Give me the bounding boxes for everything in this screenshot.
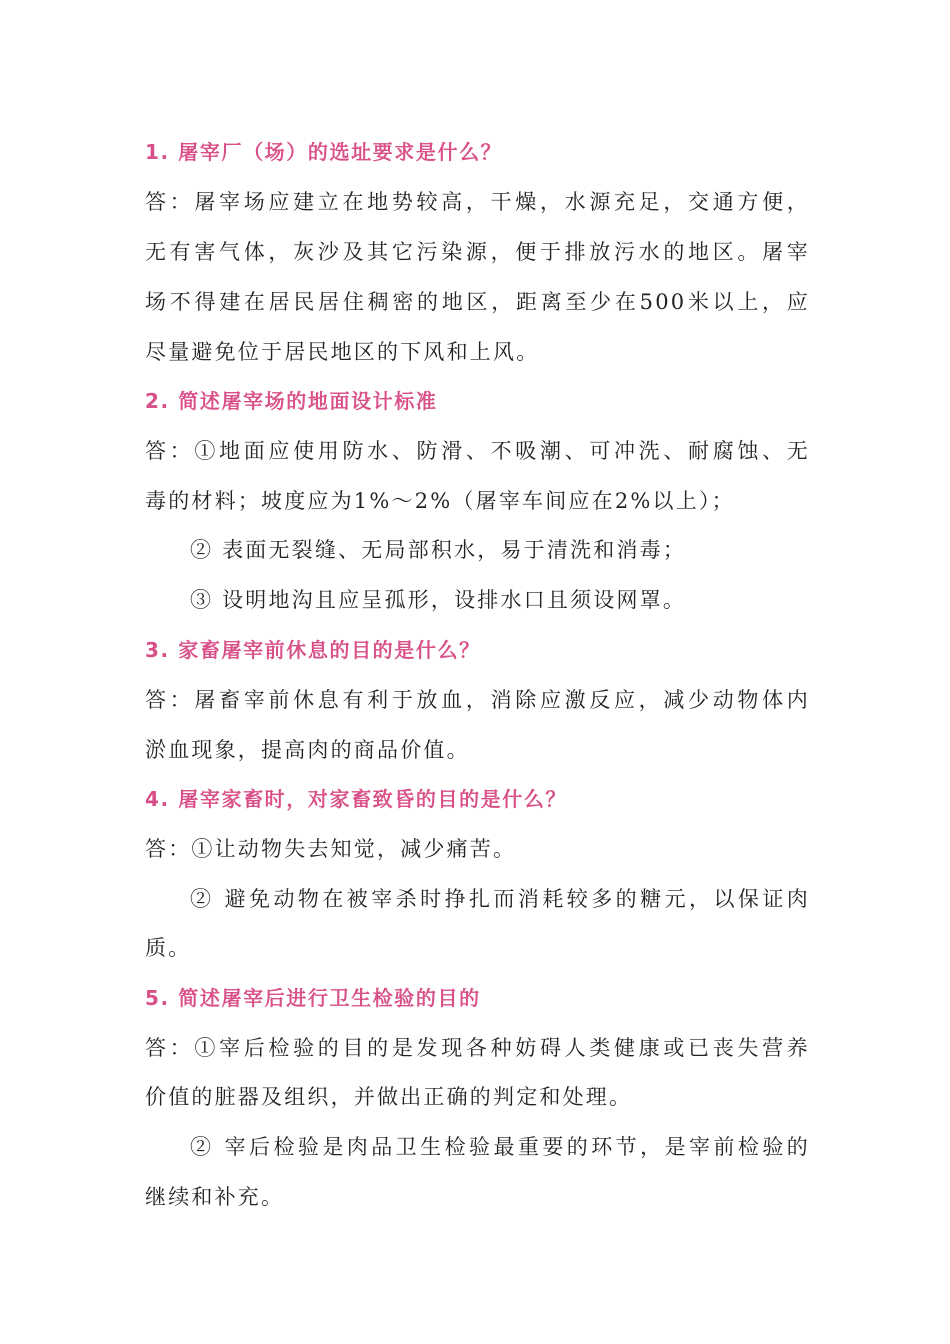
question-1-heading: 1. 屠宰厂（场）的选址要求是什么？ (145, 140, 503, 164)
question-2-heading: 2. 简述屠宰场的地面设计标准 (145, 389, 438, 413)
answer-1-line-3: 场不得建在居民居住稠密的地区，距离至少在500米以上，应 (145, 290, 810, 314)
answer-2-line-3: ② 表面无裂缝、无局部积水，易于清洗和消毒； (190, 538, 687, 562)
answer-1-line-4: 尽量避免位于居民地区的下风和上风。 (145, 340, 540, 364)
question-3-heading: 3. 家畜屠宰前休息的目的是什么？ (145, 638, 481, 662)
answer-2-line-4: ③ 设明地沟且应呈孤形，设排水口且须设网罩。 (190, 588, 687, 612)
answer-2-line-2: 毒的材料；坡度应为1%～2%（屠宰车间应在2%以上）； (145, 489, 735, 513)
answer-3-line-2: 淤血现象，提高肉的商品价值。 (145, 738, 470, 762)
answer-5-line-4: 继续和补充。 (145, 1185, 285, 1209)
answer-4-line-2: ② 避免动物在被宰杀时挣扎而消耗较多的糖元，以保证肉 (190, 887, 810, 911)
answer-1-line-1: 答：屠宰场应建立在地势较高，干燥，水源充足，交通方便， (145, 190, 810, 214)
answer-5-line-2: 价值的脏器及组织，并做出正确的判定和处理。 (145, 1085, 633, 1109)
answer-2-line-1: 答：①地面应使用防水、防滑、不吸潮、可冲洗、耐腐蚀、无 (145, 439, 810, 463)
answer-4-line-1: 答：①让动物失去知觉，减少痛苦。 (145, 837, 517, 861)
question-5-heading: 5. 简述屠宰后进行卫生检验的目的 (145, 986, 481, 1010)
answer-1-line-2: 无有害气体，灰沙及其它污染源，便于排放污水的地区。屠宰 (145, 240, 810, 264)
answer-4-line-3: 质。 (145, 936, 192, 960)
answer-5-line-1: 答：①宰后检验的目的是发现各种妨碍人类健康或已丧失营养 (145, 1036, 810, 1060)
question-4-heading: 4. 屠宰家畜时，对家畜致昏的目的是什么？ (145, 787, 568, 811)
answer-3-line-1: 答：屠畜宰前休息有利于放血，消除应激反应，减少动物体内 (145, 688, 810, 712)
answer-5-line-3: ② 宰后检验是肉品卫生检验最重要的环节，是宰前检验的 (190, 1135, 810, 1159)
